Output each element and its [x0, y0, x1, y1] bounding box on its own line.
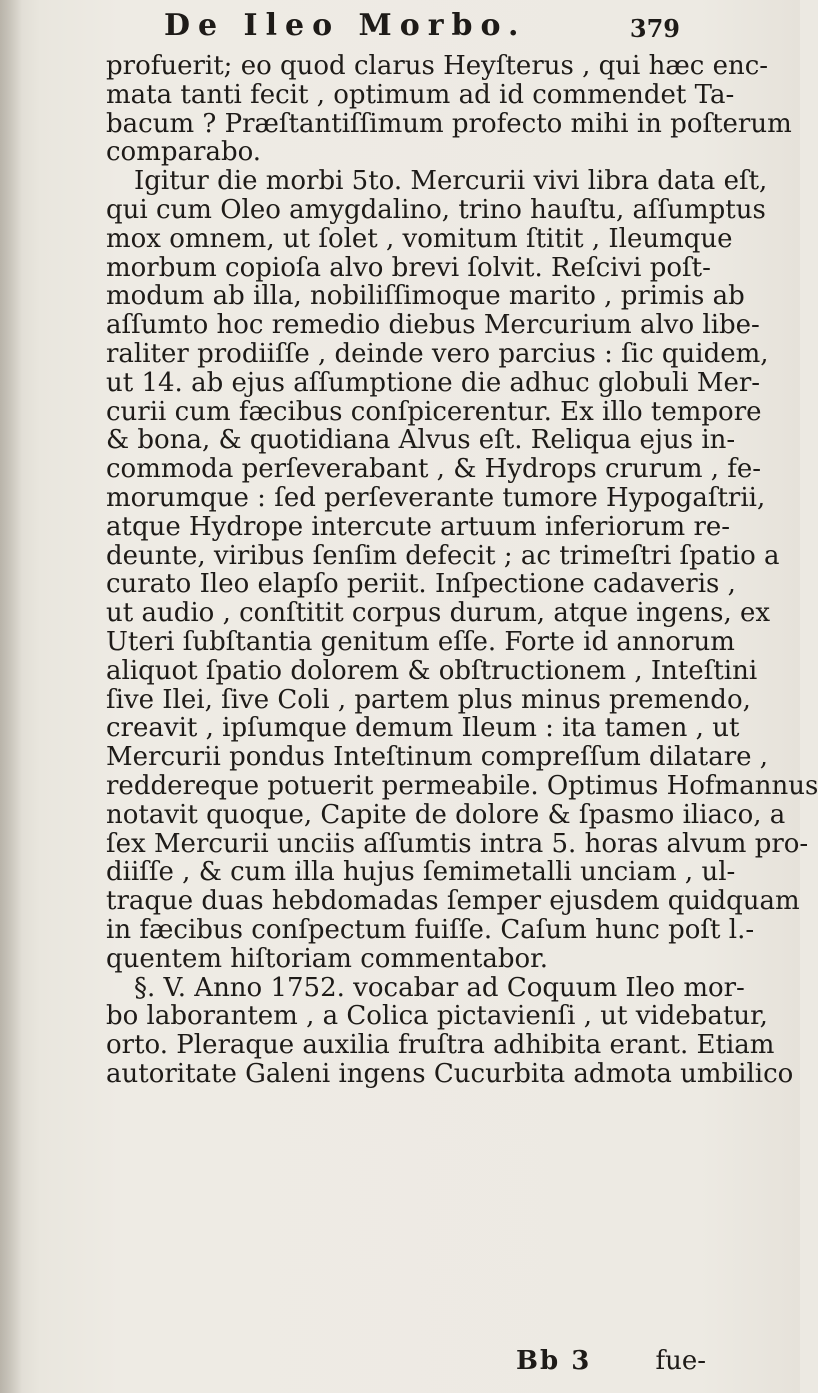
text-line: comparabo. [106, 137, 262, 168]
gutter-shadow [0, 0, 22, 1393]
text-line: atque Hydrope intercute artuum inferiorum re- [106, 511, 731, 542]
text-line: ut 14. ab ejus aſſumptione die adhuc globuli Mer- [106, 367, 761, 398]
text-line: commoda perſeverabant , & Hydrops crurum , fe- [106, 454, 762, 485]
text-line: diiſſe , & cum illa hujus ſemimetalli unciam , ul- [106, 857, 736, 888]
text-line: notavit quoque, Capite de dolore & ſpasmo iliaco, a [106, 799, 786, 830]
text-line: in fæcibus conſpectum fuiſſe. Caſum hunc poſt l.- [106, 914, 755, 945]
text-line: creavit , ipſumque demum Ileum : ita tamen , ut [106, 713, 740, 744]
running-head: De Ileo Morbo. [164, 8, 527, 43]
text-line: quentem hiſtoriam commentabor. [106, 943, 548, 974]
text-line: traque duas hebdomadas ſemper ejusdem quidquam [106, 886, 800, 917]
page-number: 379 [629, 14, 680, 43]
text-line: orto. Pleraque auxilia fruſtra adhibita erant. Etiam [106, 1030, 775, 1061]
text-line: modum ab illa, nobiliſſimoque marito , primis ab [106, 281, 745, 312]
body-text [106, 51, 818, 1089]
signature-mark: Bb 3 [516, 1346, 592, 1376]
text-line: autoritate Galeni ingens Cucurbita admota umbilico [106, 1058, 794, 1089]
catchword: fue- [655, 1346, 706, 1376]
text-line: profuerit; eo quod clarus Heyſterus , qui hæc enc- [106, 51, 769, 81]
text-line: curato Ileo elapſo periit. Inſpectione cadaveris , [106, 569, 736, 600]
text-line: deunte, viribus ſenſim defecit ; ac trimeſtri ſpatio a [106, 540, 780, 571]
text-line: ut audio , conſtitit corpus durum, atque ingens, ex [106, 598, 771, 629]
text-line: ſex Mercurii unciis aſſumtis intra 5. horas alvum pro- [106, 828, 809, 859]
text-line: ſive Ilei, ſive Coli , partem plus minus premendo, [106, 684, 751, 715]
text-line: qui cum Oleo amygdalino, trino hauſtu, aſſumptus [106, 194, 766, 225]
text-line: morbum copioſa alvo brevi ſolvit. Reſcivi poſt- [106, 252, 711, 283]
text-line: bo laborantem , a Colica pictavienſi , ut videbatur, [106, 1001, 768, 1032]
text-line: bacum ? Præſtantiſſimum profecto mihi in poſterum [106, 108, 792, 139]
text-line: aſſumto hoc remedio diebus Mercurium alvo libe- [106, 310, 760, 341]
text-line: & bona, & quotidiana Alvus eſt. Reliqua ejus in- [106, 425, 736, 456]
page-header [140, 6, 680, 46]
text-line: Uteri ſubſtantia genitum eſſe. Forte id annorum [106, 626, 735, 657]
text-line: Igitur die morbi 5to. Mercurii vivi libra data eſt, [134, 166, 768, 197]
text-line: curii cum fæcibus conſpicerentur. Ex illo tempore [106, 396, 762, 427]
text-line: mata tanti fecit , optimum ad id commendet Ta- [106, 79, 735, 110]
text-line: reddereque potuerit permeabile. Optimus Hofmannus [106, 770, 818, 801]
text-line: mox omnem, ut ſolet , vomitum ſtitit , Ileumque [106, 223, 733, 254]
text-line: Mercurii pondus Inteſtinum compreſſum dilatare , [106, 742, 769, 773]
text-line: morumque : ſed perſeverante tumore Hypogaſtrii, [106, 482, 766, 513]
page-footer [106, 1346, 706, 1376]
text-line: §. V. Anno 1752. vocabar ad Coquum Ileo mor- [134, 972, 745, 1003]
text-line: raliter prodiiſſe , deinde vero parcius : ſic quidem, [106, 338, 769, 369]
text-line: aliquot ſpatio dolorem & obſtructionem , Inteſtini [106, 655, 758, 686]
